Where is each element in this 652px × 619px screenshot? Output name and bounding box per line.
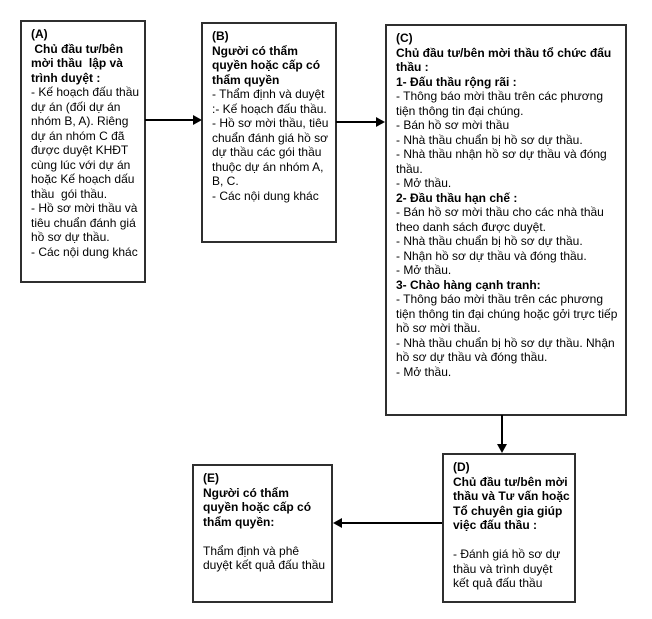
paragraph: - Thông báo mời thầu trên các phương tiện thông tin đại chúng. [396, 89, 607, 118]
flow-box-c [385, 24, 627, 416]
paragraph: (A) [31, 27, 48, 41]
paragraph: - Mở thầu. [396, 176, 452, 190]
paragraph: - Kế hoạch đấu thầu dự án (đối dự án nhóm B, A). Riêng dự án nhóm C đã được duyệt KHĐT cùng lúc với dự án hoặc Kế hoạch dấu thầu gói thầu. [31, 85, 143, 201]
arrow-d-to-e-icon [333, 517, 442, 529]
arrowhead-down-icon [497, 444, 507, 453]
arrow-shaft [145, 119, 195, 121]
paragraph [203, 529, 327, 544]
paragraph: - Đánh giá hồ sơ dự thầu và trình duyệt kết quả đấu thầu [453, 547, 564, 590]
arrow-c-to-d-icon [496, 415, 508, 453]
flow-box-e [192, 464, 333, 603]
paragraph [453, 533, 570, 548]
paragraph: - Bán hồ sơ mời thầu cho các nhà thầu theo danh sách được duyệt. [396, 205, 608, 234]
arrow-b-to-c-icon [336, 116, 385, 128]
arrow-shaft [340, 522, 442, 524]
box-a-text [22, 22, 144, 263]
paragraph: Người có thẩm quyền hoặc cấp có thẩm quyền: [203, 485, 315, 529]
paragraph: - Các nội dung khác [212, 188, 319, 203]
arrowhead-left-icon [333, 518, 342, 528]
paragraph: Chủ đầu tư/bên mời thầu và Tư vấn hoặc Tổ chuyên gia giúp việc đấu thầu : [453, 474, 574, 532]
paragraph: Chủ đầu tư/bên mời thầu tổ chức đấu thầu : [396, 45, 615, 74]
paragraph: 3- Chào hàng cạnh tranh: [396, 277, 541, 292]
paragraph: 2- Đầu thầu hạn chế : [396, 190, 518, 205]
paragraph: - Mở thầu. [396, 263, 452, 277]
arrow-shaft [501, 415, 503, 446]
paragraph: 1- Đấu thầu rộng rãi : [396, 74, 517, 89]
paragraph: (D) [453, 460, 470, 474]
box-b-text [203, 24, 335, 207]
paragraph: - Thẩm định và duyệt :- Kế hoạch đấu thầu. [212, 87, 328, 116]
arrow-shaft [336, 121, 378, 123]
paragraph: - Nhà thầu chuẩn bị hồ sơ dự thầu. [396, 132, 583, 147]
paragraph: Người có thẩm quyền hoặc cấp có thẩm quyền [212, 43, 324, 87]
paragraph: - Hồ sơ mời thầu và tiêu chuẩn đánh giá hồ sơ dự thầu. [31, 201, 141, 244]
paragraph: (E) [203, 471, 219, 485]
paragraph: - Bán hồ sơ mời thầu [396, 118, 510, 132]
box-d-text [444, 455, 574, 595]
paragraph: Thẩm định và phê duyệt kết quả đấu thầu [203, 543, 326, 572]
paragraph: - Nhà thầu chuẩn bị hồ sơ dự thầu. Nhận hồ sơ dự thầu và đóng thầu. [396, 335, 619, 364]
paragraph: - Nhà thầu chuẩn bị hồ sơ dự thầu. [396, 234, 583, 248]
arrowhead-right-icon [193, 115, 202, 125]
paragraph: - Các nội dung khác [31, 244, 138, 259]
flow-box-a [20, 20, 146, 283]
paragraph: Chủ đầu tư/bên mời thầu lập và trình duyệt : [31, 41, 127, 85]
paragraph: (B) [212, 29, 229, 43]
arrow-a-to-b-icon [145, 114, 202, 126]
paragraph: - Nhận hồ sơ dự thầu và đóng thầu. [396, 248, 587, 263]
paragraph: - Mở thầu. [396, 364, 452, 379]
paragraph: - Thông báo mời thầu trên các phương tiện thông tin đại chúng hoặc gởi trực tiếp hồ sơ mời thầu. [396, 292, 621, 335]
paragraph: - Nhà thầu nhận hồ sơ dự thầu và đóng thầu. [396, 147, 611, 176]
flow-box-d [442, 453, 576, 603]
flow-box-b [201, 22, 337, 243]
box-e-text [194, 466, 331, 577]
arrowhead-right-icon [376, 117, 385, 127]
paragraph: (C) [396, 31, 413, 45]
paragraph: - Hồ sơ mời thầu, tiêu chuẩn đánh giá hồ sơ dự thầu các gói thầu thuộc dự án nhóm A, B, C. [212, 116, 332, 188]
box-c-text [387, 26, 625, 383]
